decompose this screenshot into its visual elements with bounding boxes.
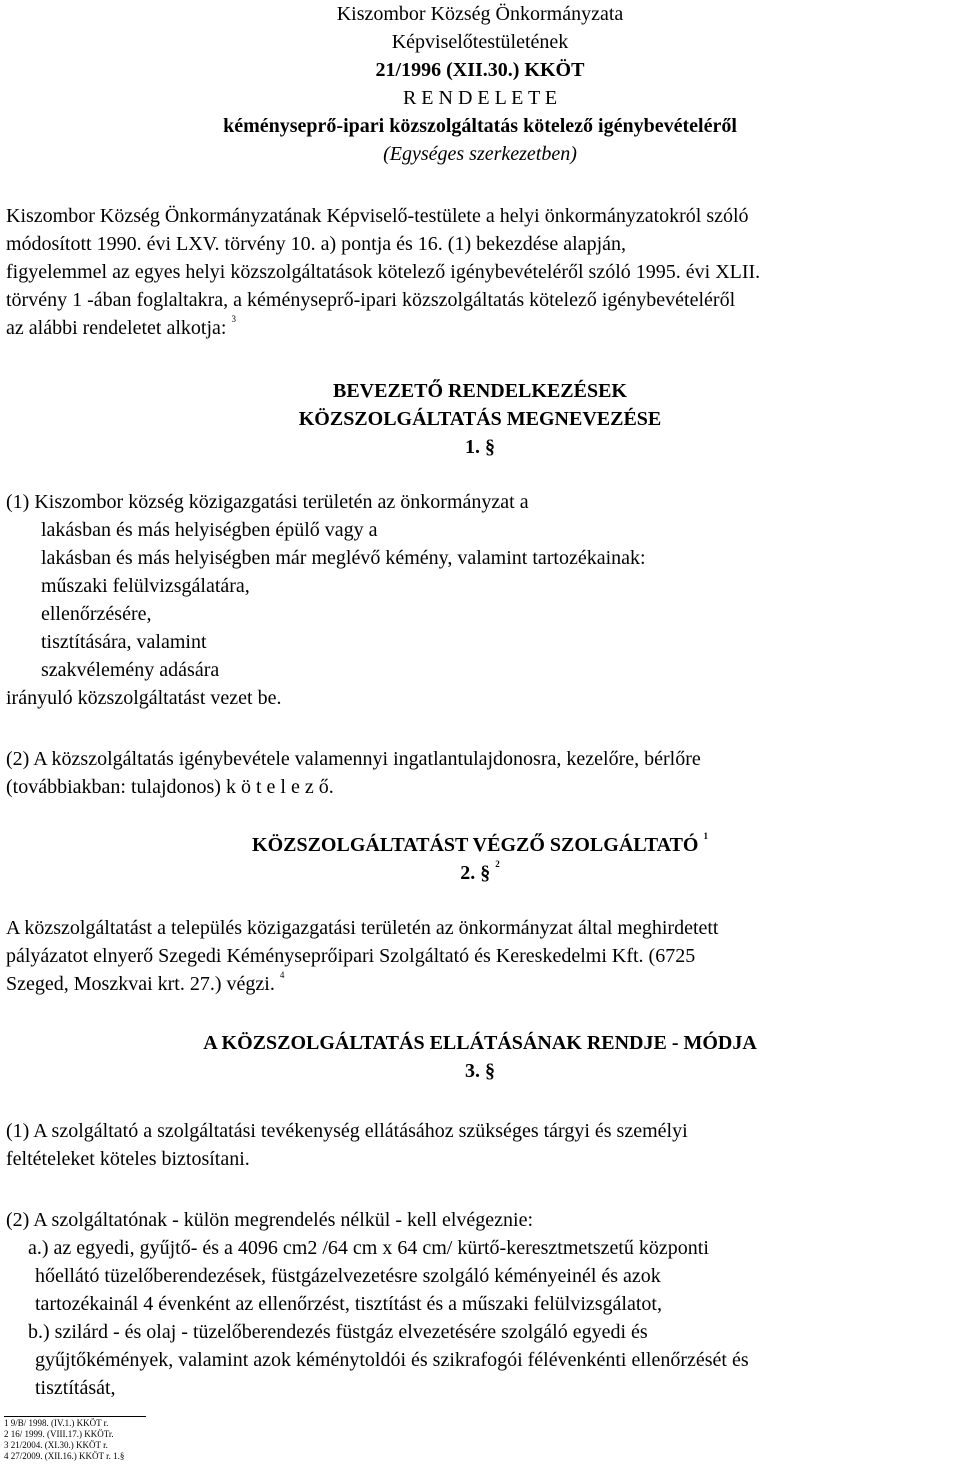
footnote-number: 1 bbox=[4, 1418, 9, 1428]
paragraph-line: A közszolgáltatást a település közigazgatási területén az önkormányzat által meghirdetett bbox=[6, 917, 719, 939]
footnote-ref: 3 bbox=[231, 314, 236, 324]
list-item-a: a.) az egyedi, gyűjtő- és a 4096 cm2 /64 cm x 64 cm/ kürtő-keresztmetszetű központi bbox=[28, 1237, 709, 1259]
footnote-number: 4 bbox=[4, 1451, 9, 1461]
footnote bbox=[4, 1451, 124, 1462]
issuer-name: Kiszombor Község Önkormányzata bbox=[336, 3, 624, 25]
footnote-text: 9/B/ 1998. (IV.1.) KKÖT r. bbox=[10, 1418, 109, 1428]
decree-title: kéményseprő-ipari közszolgáltatás kötelező igénybevételéről bbox=[223, 115, 737, 137]
footnote-number: 3 bbox=[4, 1440, 9, 1450]
section-number: 1. bbox=[465, 436, 485, 458]
consolidated-note: (Egységes szerkezetben) bbox=[383, 143, 577, 165]
decree-number: 21/1996 (XII.30.) KKÖT bbox=[375, 59, 585, 81]
footnote-text: 16/ 1999. (VIII.17.) KKÖTr. bbox=[10, 1429, 114, 1439]
section-number: 3. bbox=[465, 1060, 485, 1082]
footnote-text: 27/2009. (XII.16.) KKÖT r. 1. bbox=[10, 1451, 120, 1461]
paragraph-number bbox=[6, 433, 954, 461]
preamble-line bbox=[6, 314, 954, 342]
section2-paragraph bbox=[6, 914, 954, 998]
section-sign-icon: § bbox=[485, 1060, 495, 1082]
preamble-line: módosított 1990. évi LXV. törvény 10. a) pontja és 16. (1) bekezdése alapján, bbox=[6, 233, 627, 255]
decree-label: R E N D E L E T E bbox=[402, 87, 558, 109]
section1-paragraph1 bbox=[6, 488, 954, 712]
section2-heading bbox=[6, 831, 954, 887]
paragraph-line: (1) Kiszombor község közigazgatási területén az önkormányzat a bbox=[6, 491, 529, 513]
paragraph-line: pályázatot elnyerő Szegedi Kéményseprőipari Szolgáltató és Kereskedelmi Kft. (6725 bbox=[6, 945, 696, 967]
paragraph-line: (továbbiakban: tulajdonos) k ö t e l e z ő. bbox=[6, 776, 334, 798]
list-item-b: b.) szilárd - és olaj - tüzelőberendezés füstgáz elvezetésére szolgáló egyedi és bbox=[28, 1321, 648, 1343]
list-item-b-cont: tisztítását, bbox=[35, 1377, 116, 1399]
footnote bbox=[4, 1440, 108, 1451]
heading-text: KÖZSZOLGÁLTATÁST VÉGZŐ SZOLGÁLTATÓ bbox=[252, 834, 699, 856]
heading-provider bbox=[6, 831, 954, 859]
paragraph-text: Szeged, Moszkvai krt. 27.) végzi. bbox=[6, 973, 275, 995]
footnote bbox=[4, 1418, 108, 1429]
paragraph-line: (2) A szolgáltatónak - külön megrendelés nélkül - kell elvégeznie: bbox=[6, 1209, 534, 1231]
paragraph-line: irányuló közszolgáltatást vezet be. bbox=[6, 687, 282, 709]
paragraph-line: feltételeket köteles biztosítani. bbox=[6, 1148, 250, 1170]
list-item: szakvélemény adására bbox=[41, 659, 220, 681]
heading-service-name: KÖZSZOLGÁLTATÁS MEGNEVEZÉSE bbox=[298, 408, 662, 430]
section3-paragraph2 bbox=[6, 1206, 954, 1402]
preamble-line: figyelemmel az egyes helyi közszolgáltatások kötelező igénybevételéről szóló 1995. évi XLII. bbox=[6, 261, 761, 283]
preamble-line: Kiszombor Község Önkormányzatának Képviselő-testülete a helyi önkormányzatokról szóló bbox=[6, 205, 749, 227]
list-item: ellenőrzésére, bbox=[41, 603, 152, 625]
list-item: lakásban és más helyiségben már meglévő kémény, valamint tartozékainak: bbox=[41, 547, 646, 569]
footnote-ref: 4 bbox=[279, 970, 285, 980]
preamble bbox=[6, 202, 954, 342]
preamble-line: törvény 1 -ában foglaltakra, a kéményseprő-ipari közszolgáltatás kötelező igénybevételéről bbox=[6, 289, 736, 311]
section3-paragraph1 bbox=[6, 1117, 954, 1173]
paragraph-number bbox=[6, 859, 954, 887]
list-item-a-cont: tartozékainál 4 évenként az ellenőrzést, tisztítást és a műszaki felülvizsgálatot, bbox=[35, 1293, 662, 1315]
list-item: műszaki felülvizsgálatára, bbox=[41, 575, 250, 597]
section-sign-icon: § bbox=[480, 862, 491, 884]
list-item-a-cont: hőellátó tüzelőberendezések, füstgázelvezetésre szolgáló kéményeinél és azok bbox=[35, 1265, 661, 1287]
section3-heading bbox=[6, 1029, 954, 1085]
section-sign-icon: § bbox=[485, 436, 495, 458]
footnote-number: 2 bbox=[4, 1429, 9, 1439]
paragraph-number bbox=[6, 1057, 954, 1085]
footnote-separator bbox=[4, 1416, 146, 1417]
paragraph-line: (2) A közszolgáltatás igénybevétele valamennyi ingatlantulajdonosra, kezelőre, bérlőre bbox=[6, 748, 701, 770]
issuer-body: Képviselőtestületének bbox=[391, 31, 569, 53]
document-header bbox=[6, 0, 954, 168]
list-item: tisztítására, valamint bbox=[41, 631, 207, 653]
section-sign-icon: § bbox=[119, 1451, 125, 1461]
section1-paragraph2 bbox=[6, 745, 954, 801]
heading-intro: BEVEZETŐ RENDELKEZÉSEK bbox=[333, 380, 627, 402]
footnote bbox=[4, 1429, 114, 1440]
list-item-b-cont: gyűjtőkémények, valamint azok kéménytoldói és szikrafogói félévenkénti ellenőrzését és bbox=[35, 1349, 749, 1371]
preamble-text: az alábbi rendeletet alkotja: bbox=[6, 317, 227, 339]
paragraph-line: (1) A szolgáltató a szolgáltatási tevékenység ellátásához szükséges tárgyi és személyi bbox=[6, 1120, 688, 1142]
footnote-ref: 1 bbox=[703, 831, 708, 841]
paragraph-line bbox=[6, 970, 954, 998]
footnote-text: 21/2004. (XI.30.) KKÖT r. bbox=[10, 1440, 108, 1450]
section1-heading bbox=[6, 377, 954, 461]
section-number: 2. bbox=[460, 862, 481, 884]
list-item: lakásban és más helyiségben épülő vagy a bbox=[41, 519, 378, 541]
footnote-ref: 2 bbox=[495, 859, 500, 869]
heading-procedure: A KÖZSZOLGÁLTATÁS ELLÁTÁSÁNAK RENDJE - MÓDJA bbox=[203, 1032, 757, 1054]
